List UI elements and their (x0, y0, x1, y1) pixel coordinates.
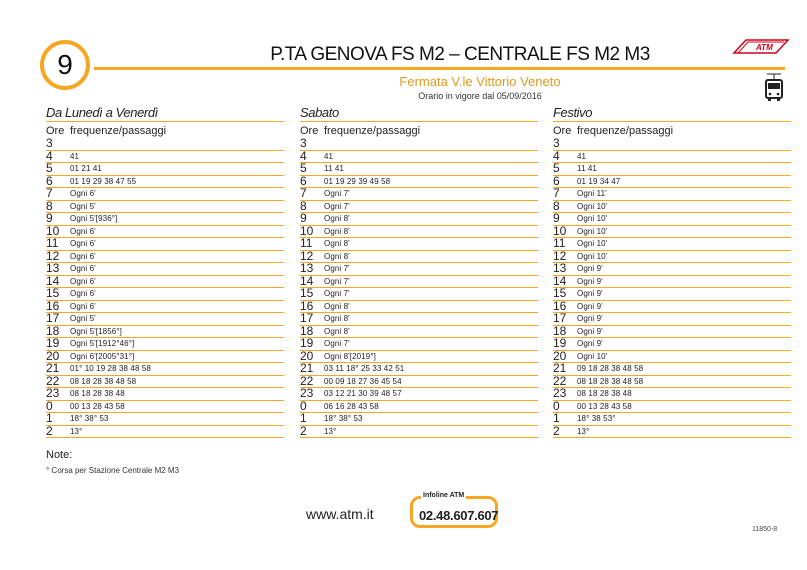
table-row (46, 375, 284, 388)
frequency-cell: 18° 38 53° (577, 413, 791, 426)
hour-cell: 4 (46, 150, 70, 163)
timetable (300, 138, 538, 438)
column-header (300, 124, 538, 138)
hour-header: Ore (553, 125, 572, 137)
frequency-cell: Ogni 10' (577, 350, 791, 363)
frequency-cell: Ogni 6' (70, 300, 284, 313)
frequency-cell: Ogni 6' (70, 288, 284, 301)
table-row (46, 200, 284, 213)
saturday-timetable (300, 104, 538, 438)
hour-cell: 3 (300, 138, 324, 150)
table-row (300, 350, 538, 363)
hour-cell: 8 (553, 200, 577, 213)
frequency-cell: Ogni 5'[936°] (70, 213, 284, 226)
frequency-cell: Ogni 5' (70, 313, 284, 326)
hour-cell: 16 (46, 300, 70, 313)
frequency-cell: 13° (324, 425, 538, 438)
frequency-cell: Ogni 6'[2005°31°] (70, 350, 284, 363)
hour-cell: 7 (300, 188, 324, 201)
hour-cell: 4 (553, 150, 577, 163)
table-row (46, 413, 284, 426)
document-code: 11850-8 (752, 526, 778, 533)
atm-logo (732, 37, 790, 55)
table-row (300, 425, 538, 438)
frequency-cell: Ogni 9' (577, 288, 791, 301)
frequency-cell: 01 19 34 47 (577, 175, 791, 188)
frequency-cell: Ogni 6' (70, 188, 284, 201)
holiday-title: Festivo (553, 104, 791, 122)
table-row (300, 363, 538, 376)
hour-cell: 0 (46, 400, 70, 413)
hour-cell: 2 (300, 425, 324, 438)
table-row (46, 388, 284, 401)
hour-header: Ore (300, 125, 319, 137)
route-number: 9 (57, 49, 73, 80)
table-row (553, 275, 791, 288)
frequency-cell: Ogni 7' (324, 275, 538, 288)
table-row (553, 138, 791, 150)
hour-cell: 18 (300, 325, 324, 338)
table-row (553, 338, 791, 351)
hour-cell: 14 (553, 275, 577, 288)
frequency-cell: 18° 38° 53 (324, 413, 538, 426)
hour-cell: 4 (300, 150, 324, 163)
frequency-cell (577, 138, 791, 150)
atm-logo-text: ATM (756, 43, 773, 52)
table-row (300, 175, 538, 188)
hour-cell: 13 (300, 263, 324, 276)
hour-cell: 10 (46, 225, 70, 238)
table-row (300, 413, 538, 426)
hour-cell: 22 (553, 375, 577, 388)
table-row (46, 288, 284, 301)
hour-cell: 19 (46, 338, 70, 351)
table-row (46, 363, 284, 376)
frequency-cell: Ogni 8' (324, 300, 538, 313)
table-row (300, 188, 538, 201)
table-row (46, 238, 284, 251)
hour-cell: 19 (553, 338, 577, 351)
table-row (46, 425, 284, 438)
table-row (300, 388, 538, 401)
hour-cell: 17 (553, 313, 577, 326)
table-row (553, 425, 791, 438)
route-number-badge (40, 40, 90, 90)
table-row (300, 200, 538, 213)
table-row (46, 350, 284, 363)
table-row (300, 225, 538, 238)
frequency-cell: 00 09 18 27 36 45 54 (324, 375, 538, 388)
notes-title: Note: (46, 449, 73, 461)
validity-date: Orario in vigore dal 05/09/2016 (418, 91, 542, 101)
hour-cell: 17 (300, 313, 324, 326)
frequency-cell: Ogni 6' (70, 263, 284, 276)
hour-cell: 17 (46, 313, 70, 326)
notes-text: ° Corsa per Stazione Centrale M2 M3 (46, 466, 180, 475)
hour-cell: 20 (553, 350, 577, 363)
hour-cell: 16 (553, 300, 577, 313)
hour-cell: 15 (46, 288, 70, 301)
frequency-cell: Ogni 7' (324, 338, 538, 351)
hour-cell: 9 (46, 213, 70, 226)
hour-cell: 7 (553, 188, 577, 201)
table-row (300, 138, 538, 150)
table-row (300, 313, 538, 326)
table-row (553, 288, 791, 301)
bus-icon (763, 73, 785, 103)
frequency-cell: 13° (70, 425, 284, 438)
table-row (46, 325, 284, 338)
hour-cell: 5 (300, 163, 324, 176)
table-row (46, 275, 284, 288)
infoline-box (410, 492, 499, 528)
frequency-cell: Ogni 6' (70, 250, 284, 263)
hour-cell: 2 (553, 425, 577, 438)
frequency-cell: Ogni 9' (577, 338, 791, 351)
hour-cell: 15 (553, 288, 577, 301)
table-row (46, 150, 284, 163)
hour-cell: 21 (46, 363, 70, 376)
frequency-cell: Ogni 8'[2019°] (324, 350, 538, 363)
hour-cell: 13 (553, 263, 577, 276)
hour-cell: 13 (46, 263, 70, 276)
table-row (46, 175, 284, 188)
hour-cell: 3 (46, 138, 70, 150)
hour-cell: 22 (300, 375, 324, 388)
frequency-cell: Ogni 10' (577, 250, 791, 263)
hour-cell: 21 (300, 363, 324, 376)
frequency-cell: 01 19 29 38 47 55 (70, 175, 284, 188)
table-row (46, 400, 284, 413)
table-row (553, 325, 791, 338)
frequency-cell: Ogni 11' (577, 188, 791, 201)
table-row (553, 300, 791, 313)
table-row (300, 163, 538, 176)
hour-cell: 11 (553, 238, 577, 251)
hour-cell: 11 (300, 238, 324, 251)
hour-cell: 9 (300, 213, 324, 226)
table-row (300, 250, 538, 263)
hour-cell: 10 (300, 225, 324, 238)
table-row (46, 188, 284, 201)
hour-cell: 1 (300, 413, 324, 426)
column-header (46, 124, 284, 138)
table-row (46, 313, 284, 326)
table-row (553, 400, 791, 413)
hour-cell: 9 (553, 213, 577, 226)
hour-cell: 6 (300, 175, 324, 188)
hour-cell: 2 (46, 425, 70, 438)
hour-cell: 0 (300, 400, 324, 413)
table-row (300, 213, 538, 226)
hour-cell: 3 (553, 138, 577, 150)
table-row (553, 375, 791, 388)
frequency-cell: 08 18 28 38 48 58 (70, 375, 284, 388)
hour-cell: 7 (46, 188, 70, 201)
stop-name: Fermata V.le Vittorio Veneto (399, 74, 561, 89)
table-row (553, 263, 791, 276)
hour-cell: 12 (46, 250, 70, 263)
table-row (46, 250, 284, 263)
hour-cell: 19 (300, 338, 324, 351)
table-row (553, 363, 791, 376)
frequency-cell: Ogni 8' (324, 238, 538, 251)
frequency-cell: 08 18 28 38 48 (70, 388, 284, 401)
table-row (300, 325, 538, 338)
hour-cell: 8 (300, 200, 324, 213)
frequency-header: frequenze/passaggi (70, 125, 167, 137)
column-header (553, 124, 791, 138)
website-link[interactable]: www.atm.it (306, 506, 374, 522)
saturday-title: Sabato (300, 104, 538, 122)
table-row (553, 150, 791, 163)
hour-cell: 1 (553, 413, 577, 426)
hour-cell: 15 (300, 288, 324, 301)
table-row (300, 238, 538, 251)
table-row (46, 300, 284, 313)
frequency-cell: 41 (324, 150, 538, 163)
frequency-cell: Ogni 6' (70, 238, 284, 251)
infoline-label: Infoline ATM (423, 492, 465, 499)
hour-cell: 18 (553, 325, 577, 338)
table-row (300, 375, 538, 388)
frequency-header: frequenze/passaggi (577, 125, 674, 137)
frequency-cell: Ogni 5'[1856°] (70, 325, 284, 338)
frequency-cell: Ogni 5'[1912°46°] (70, 338, 284, 351)
table-row (553, 250, 791, 263)
frequency-cell: 01 19 29 39 49 58 (324, 175, 538, 188)
weekday-timetable (46, 104, 284, 438)
table-row (46, 163, 284, 176)
header-divider (94, 67, 785, 70)
frequency-cell: Ogni 9' (577, 325, 791, 338)
weekday-title: Da Lunedì a Venerdì (46, 104, 284, 122)
table-row (553, 388, 791, 401)
frequency-cell: Ogni 10' (577, 225, 791, 238)
frequency-cell: 03 12 21 30 39 48 57 (324, 388, 538, 401)
frequency-cell: Ogni 8' (324, 225, 538, 238)
table-row (300, 263, 538, 276)
table-row (300, 400, 538, 413)
hour-cell: 14 (46, 275, 70, 288)
frequency-cell (70, 138, 284, 150)
timetable (46, 138, 284, 438)
hour-cell: 12 (300, 250, 324, 263)
table-row (553, 313, 791, 326)
table-row (300, 300, 538, 313)
frequency-cell: 08 18 28 38 48 58 (577, 375, 791, 388)
table-row (553, 413, 791, 426)
table-row (553, 213, 791, 226)
frequency-cell: Ogni 9' (577, 313, 791, 326)
table-row (553, 200, 791, 213)
frequency-header: frequenze/passaggi (324, 125, 421, 137)
hour-cell: 20 (300, 350, 324, 363)
frequency-cell: 08 18 28 38 48 (577, 388, 791, 401)
frequency-cell: Ogni 10' (577, 213, 791, 226)
frequency-cell: 00 13 28 43 58 (70, 400, 284, 413)
table-row (553, 225, 791, 238)
frequency-cell: Ogni 9' (577, 275, 791, 288)
hour-cell: 1 (46, 413, 70, 426)
frequency-cell: 41 (70, 150, 284, 163)
hour-cell: 6 (553, 175, 577, 188)
frequency-cell: Ogni 5' (70, 200, 284, 213)
table-row (300, 338, 538, 351)
hour-cell: 10 (553, 225, 577, 238)
table-row (553, 188, 791, 201)
hour-cell: 5 (46, 163, 70, 176)
frequency-cell: Ogni 6' (70, 275, 284, 288)
frequency-cell: 09 18 28 38 48 58 (577, 363, 791, 376)
frequency-cell: Ogni 7' (324, 188, 538, 201)
frequency-cell (324, 138, 538, 150)
table-row (300, 150, 538, 163)
hour-header: Ore (46, 125, 65, 137)
table-row (300, 288, 538, 301)
table-row (553, 350, 791, 363)
frequency-cell: Ogni 8' (324, 325, 538, 338)
hour-cell: 0 (553, 400, 577, 413)
hour-cell: 6 (46, 175, 70, 188)
frequency-cell: 01 21 41 (70, 163, 284, 176)
hour-cell: 5 (553, 163, 577, 176)
hour-cell: 14 (300, 275, 324, 288)
frequency-cell: 13° (577, 425, 791, 438)
table-row (300, 275, 538, 288)
frequency-cell: 11 41 (577, 163, 791, 176)
frequency-cell: 06 16 28 43 58 (324, 400, 538, 413)
frequency-cell: Ogni 6' (70, 225, 284, 238)
frequency-cell: Ogni 7' (324, 263, 538, 276)
frequency-cell: 41 (577, 150, 791, 163)
hour-cell: 20 (46, 350, 70, 363)
frequency-cell: Ogni 10' (577, 238, 791, 251)
frequency-cell: Ogni 9' (577, 300, 791, 313)
hour-cell: 18 (46, 325, 70, 338)
frequency-cell: Ogni 8' (324, 313, 538, 326)
infoline-number[interactable]: 02.48.607.607 (419, 508, 499, 523)
frequency-cell: 03 11 18° 25 33 42 51 (324, 363, 538, 376)
table-row (46, 213, 284, 226)
timetable (553, 138, 791, 438)
frequency-cell: Ogni 7' (324, 288, 538, 301)
frequency-cell: Ogni 9' (577, 263, 791, 276)
table-row (553, 238, 791, 251)
table-row (46, 225, 284, 238)
table-row (553, 163, 791, 176)
frequency-cell: Ogni 7' (324, 200, 538, 213)
hour-cell: 23 (46, 388, 70, 401)
holiday-timetable (553, 104, 791, 438)
hour-cell: 23 (553, 388, 577, 401)
hour-cell: 16 (300, 300, 324, 313)
frequency-cell: 00 13 28 43 58 (577, 400, 791, 413)
frequency-cell: 18° 38° 53 (70, 413, 284, 426)
hour-cell: 12 (553, 250, 577, 263)
frequency-cell: Ogni 10' (577, 200, 791, 213)
hour-cell: 21 (553, 363, 577, 376)
hour-cell: 11 (46, 238, 70, 251)
hour-cell: 8 (46, 200, 70, 213)
table-row (46, 263, 284, 276)
table-row (553, 175, 791, 188)
table-row (46, 138, 284, 150)
table-row (46, 338, 284, 351)
frequency-cell: Ogni 8' (324, 213, 538, 226)
frequency-cell: 11 41 (324, 163, 538, 176)
frequency-cell: Ogni 8' (324, 250, 538, 263)
frequency-cell: 01° 10 19 28 38 48 58 (70, 363, 284, 376)
hour-cell: 23 (300, 388, 324, 401)
hour-cell: 22 (46, 375, 70, 388)
page-title: P.TA GENOVA FS M2 – CENTRALE FS M2 M3 (270, 44, 650, 65)
